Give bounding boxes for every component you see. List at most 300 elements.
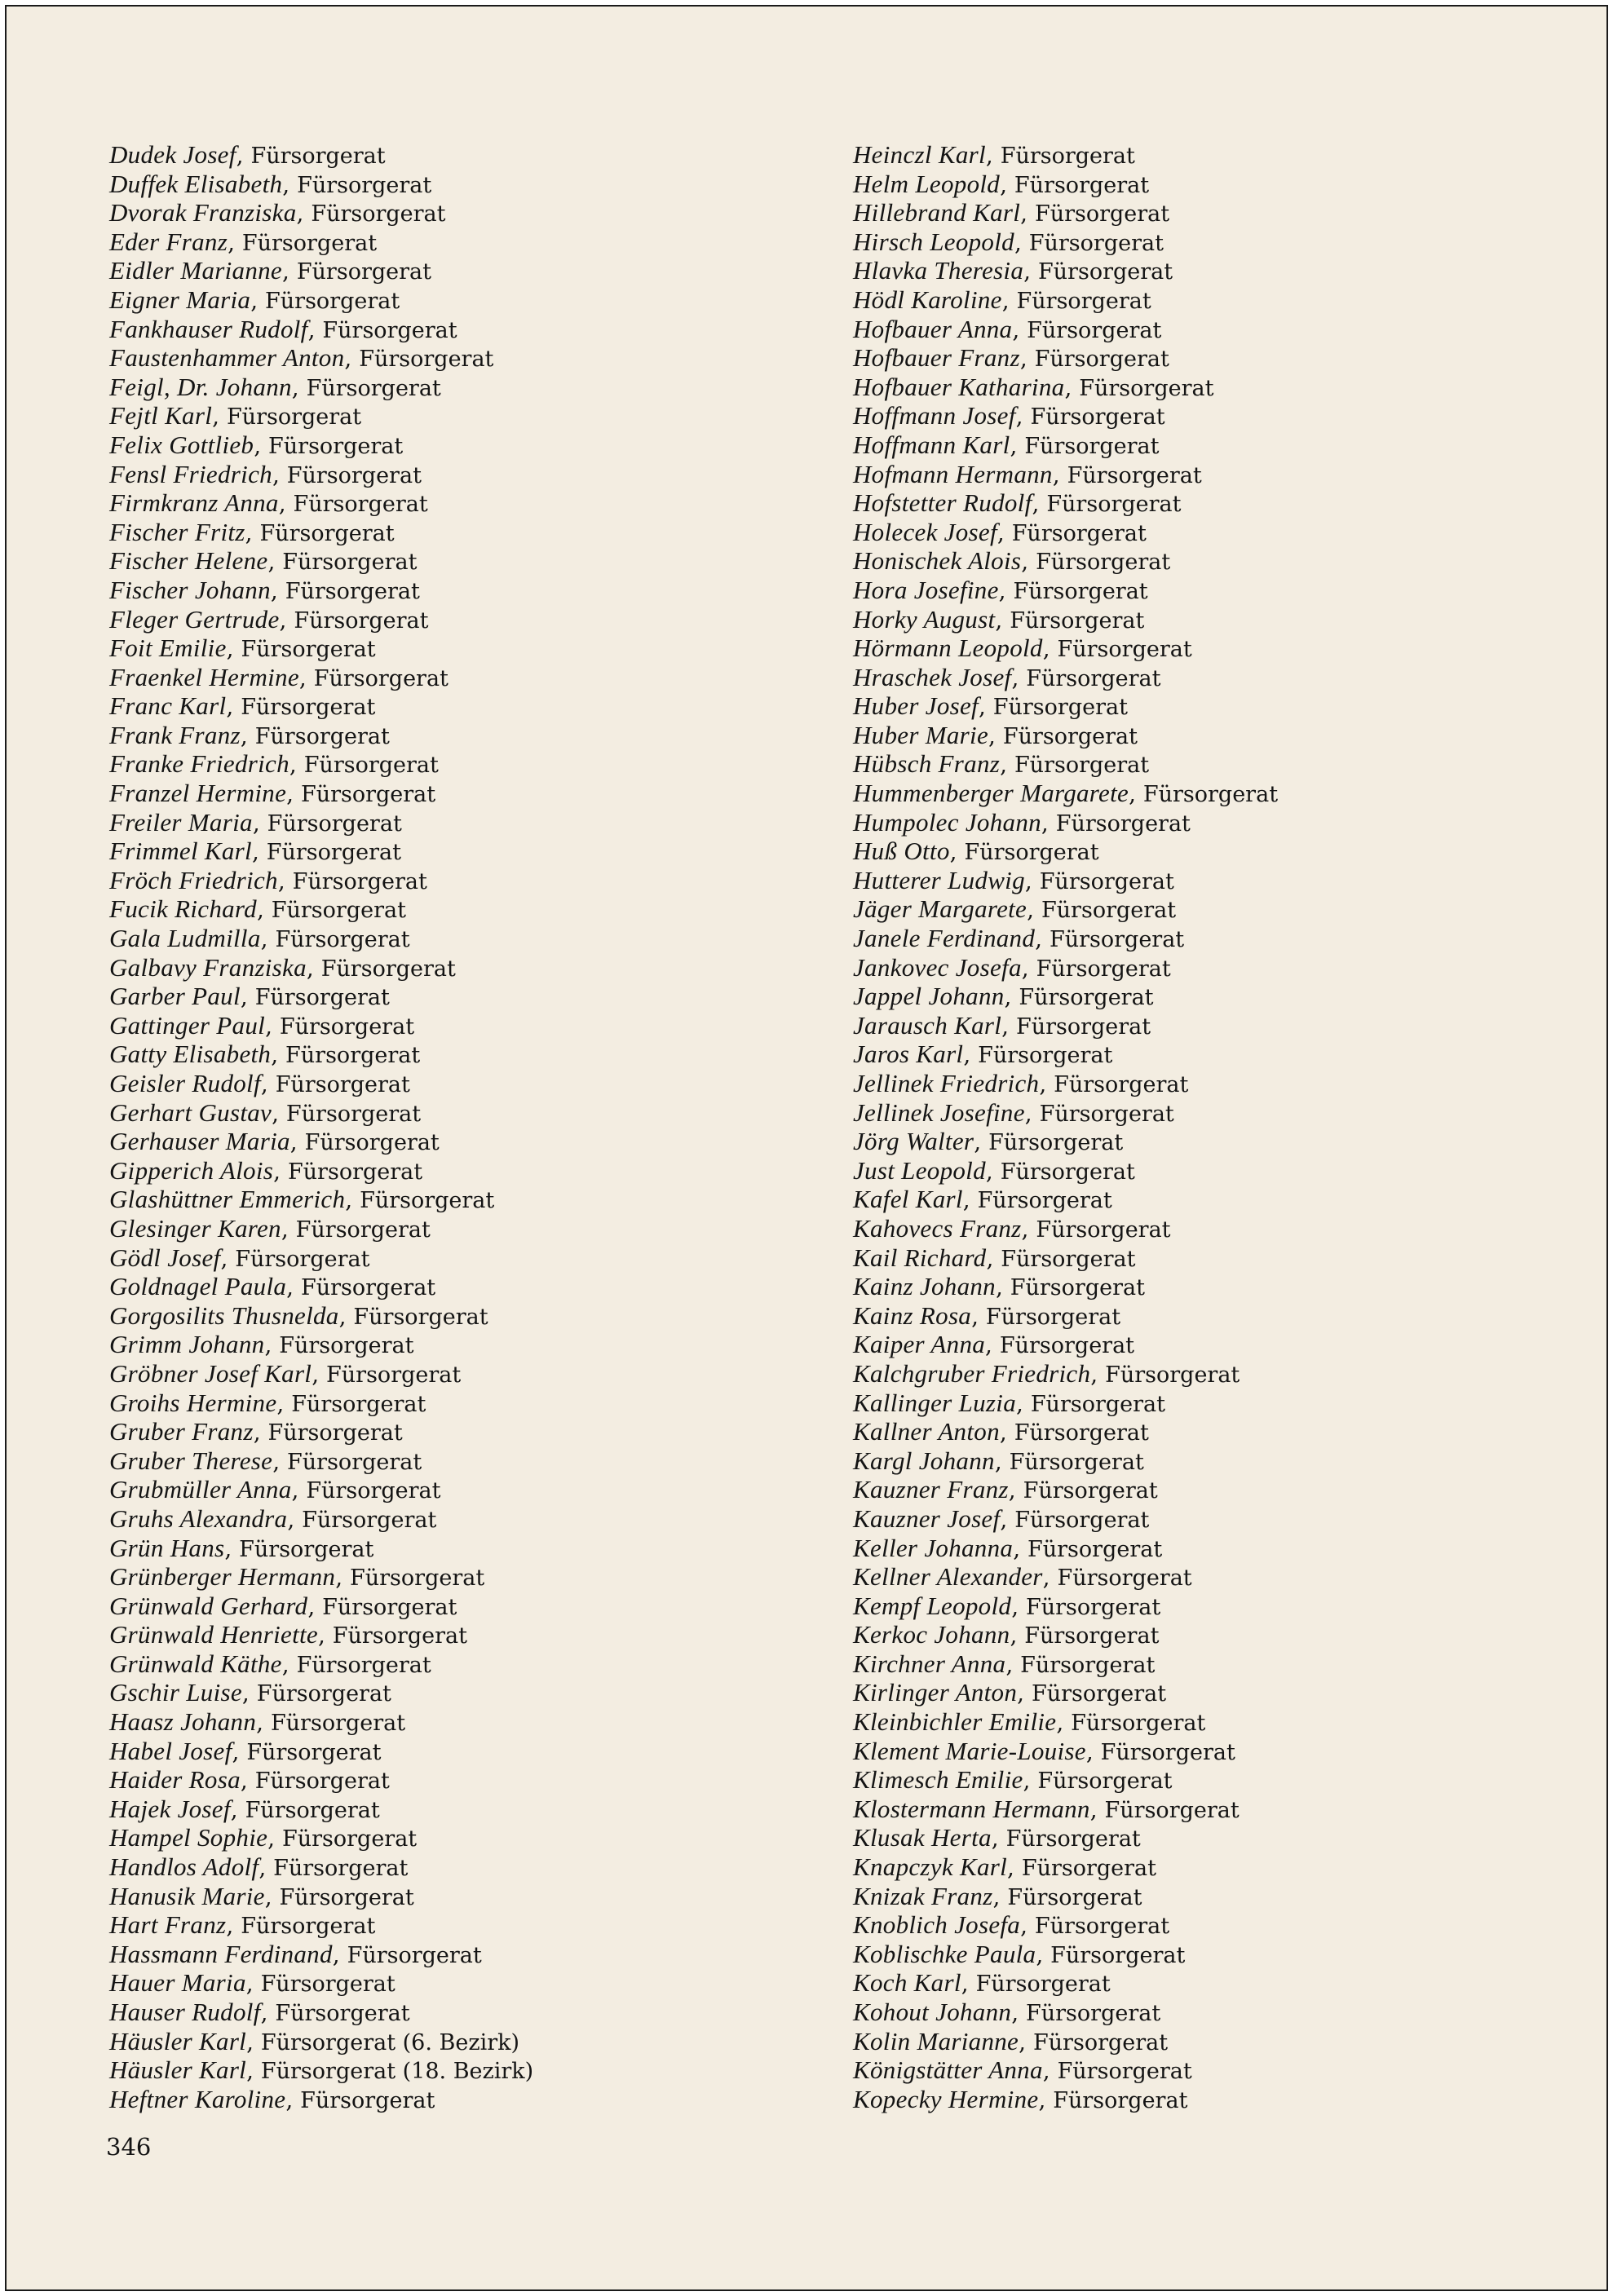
list-item xyxy=(109,1098,533,1128)
person-role: Fürsorgerat xyxy=(306,1478,441,1504)
person-role: Fürsorgerat xyxy=(279,1013,415,1040)
name-separator: , xyxy=(245,1970,261,1998)
person-name: Gerhauser Maria xyxy=(109,1127,290,1156)
name-separator: , xyxy=(264,1331,280,1359)
list-item xyxy=(109,1882,533,1911)
person-name: Kauzner Josef xyxy=(853,1503,1001,1533)
list-item xyxy=(853,1795,1278,1824)
person-name: Kempf Leopold xyxy=(853,1591,1012,1620)
list-item xyxy=(853,1707,1278,1737)
list-item xyxy=(853,1040,1278,1069)
person-name: Koch Karl xyxy=(853,1968,961,1998)
list-item xyxy=(109,1069,533,1098)
person-role: Fürsorgerat xyxy=(1024,1623,1160,1649)
person-role: Fürsorgerat xyxy=(1104,1797,1240,1823)
person-name: Kolin Marianne xyxy=(853,2026,1019,2055)
list-item xyxy=(853,982,1278,1011)
person-name: Grünwald Henriette xyxy=(109,1620,318,1649)
list-item xyxy=(109,1998,533,2027)
person-name: Hanusik Marie xyxy=(109,1881,265,1910)
list-item xyxy=(109,691,533,721)
person-name: Kaiper Anna xyxy=(853,1330,986,1359)
name-separator: , xyxy=(1129,780,1143,808)
person-role: Fürsorgerat xyxy=(999,1333,1135,1359)
name-separator: , xyxy=(287,1505,303,1533)
person-role: Fürsorgerat xyxy=(1057,637,1192,663)
name-separator: , xyxy=(281,1650,297,1678)
list-item xyxy=(109,1185,533,1214)
name-separator: , xyxy=(277,867,293,894)
person-name: Freiler Maria xyxy=(109,807,253,837)
name-separator: , xyxy=(1042,1564,1058,1592)
person-name: Gruhs Alexandra xyxy=(109,1503,288,1533)
list-item xyxy=(109,837,533,866)
person-role: Fürsorgerat xyxy=(1010,607,1145,634)
person-role: Fürsorgerat xyxy=(1014,172,1150,198)
list-item xyxy=(109,1127,533,1156)
person-role: Fürsorgerat xyxy=(287,1159,423,1185)
person-role: Fürsorgerat xyxy=(347,1942,482,1968)
name-separator: , xyxy=(270,576,285,604)
name-list-left-column xyxy=(109,140,533,2113)
name-separator: , xyxy=(1011,1999,1027,2026)
person-name: Kainz Rosa xyxy=(853,1300,972,1330)
person-role: Fürsorgerat xyxy=(1016,288,1151,314)
name-separator: , xyxy=(254,431,269,459)
person-role: Fürsorgerat xyxy=(291,1391,426,1417)
person-name: Dudek Josef xyxy=(109,140,236,169)
person-name: Hauer Maria xyxy=(109,1968,246,1998)
name-separator: , xyxy=(226,693,241,721)
list-item xyxy=(853,1011,1278,1040)
name-separator: , xyxy=(985,1157,1001,1185)
person-role: Fürsorgerat xyxy=(286,462,422,488)
name-separator: , xyxy=(1042,2057,1058,2085)
person-role: Fürsorgerat xyxy=(296,1652,431,1678)
person-role: Fürsorgerat xyxy=(300,1275,436,1301)
name-separator: , xyxy=(226,1912,241,1940)
person-role: Fürsorgerat xyxy=(326,1362,462,1388)
list-item xyxy=(109,227,533,257)
person-role: Fürsorgerat xyxy=(1013,578,1148,604)
name-separator: , xyxy=(971,1302,986,1330)
person-name: Gruber Therese xyxy=(109,1446,273,1475)
person-name: Eigner Maria xyxy=(109,285,251,314)
name-separator: , xyxy=(1021,548,1036,576)
list-item xyxy=(109,2055,533,2085)
person-name: Kalchgruber Friedrich xyxy=(853,1358,1091,1388)
person-role: Fürsorgerat xyxy=(260,1971,396,1998)
name-separator: , xyxy=(267,548,283,576)
person-role: Fürsorgerat xyxy=(1057,2059,1192,2085)
list-item xyxy=(853,227,1278,257)
person-name: Kerkoc Johann xyxy=(853,1620,1010,1649)
person-role: Fürsorgerat xyxy=(282,550,418,576)
person-name: Hödl Karoline xyxy=(853,285,1002,314)
list-item xyxy=(109,576,533,605)
list-item xyxy=(853,546,1278,576)
person-role: Fürsorgerat xyxy=(281,1826,418,1852)
person-role: Fürsorgerat xyxy=(303,753,439,779)
person-name: Kirlinger Anton xyxy=(853,1678,1018,1707)
person-role: Fürsorgerat xyxy=(245,1797,380,1823)
name-separator: , xyxy=(289,1128,305,1156)
name-separator: , xyxy=(232,1737,247,1765)
list-item xyxy=(109,488,533,518)
person-name: Kallinger Luzia xyxy=(853,1388,1017,1417)
name-separator: , xyxy=(1024,1099,1040,1127)
person-name: Duffek Elisabeth xyxy=(109,169,283,198)
name-separator: , xyxy=(226,635,241,663)
person-role: Fürsorgerat xyxy=(241,695,376,721)
person-role: Fürsorgerat xyxy=(295,1216,431,1243)
person-name: Grün Hans xyxy=(109,1533,225,1562)
list-item xyxy=(853,924,1278,953)
person-role: Fürsorgerat xyxy=(350,1565,485,1592)
list-item xyxy=(853,1592,1278,1621)
name-separator: , xyxy=(230,1795,245,1823)
person-role: Fürsorgerat xyxy=(1005,1826,1141,1852)
person-role: Fürsorgerat xyxy=(266,840,401,866)
list-item xyxy=(853,953,1278,982)
list-item xyxy=(109,1504,533,1534)
person-name: Jankovec Josefa xyxy=(853,952,1022,982)
list-item xyxy=(109,315,533,344)
person-role: Fürsorgerat xyxy=(302,1507,437,1533)
name-separator: , xyxy=(260,925,276,953)
list-item xyxy=(109,1534,533,1563)
name-separator: , xyxy=(265,1012,280,1040)
name-separator: , xyxy=(1038,2086,1054,2113)
name-separator: , xyxy=(1027,896,1041,924)
name-separator: , xyxy=(240,1767,255,1795)
person-role: Fürsorgerat xyxy=(322,1594,457,1620)
list-item xyxy=(853,1301,1278,1331)
person-name: Grünwald Käthe xyxy=(109,1649,282,1678)
person-role: Fürsorgerat (6. Bezirk) xyxy=(260,2029,520,2055)
person-role: Fürsorgerat xyxy=(300,2087,435,2113)
name-separator: , xyxy=(276,1389,292,1417)
list-item xyxy=(109,1765,533,1795)
person-name: Kargl Johann xyxy=(853,1446,995,1475)
name-separator: , xyxy=(1056,1709,1072,1737)
name-separator: , xyxy=(1041,809,1056,837)
person-role: Fürsorgerat xyxy=(1009,1449,1144,1475)
name-separator: , xyxy=(267,1825,282,1852)
person-name: Horky August xyxy=(853,604,996,634)
name-separator: , xyxy=(998,576,1014,604)
person-name: Foit Emilie xyxy=(109,634,227,663)
name-separator: , xyxy=(995,606,1010,634)
name-separator: , xyxy=(1042,635,1058,663)
person-name: Kail Richard xyxy=(853,1243,987,1272)
person-name: Honischek Alois xyxy=(853,546,1022,576)
name-separator: , xyxy=(1000,170,1014,198)
name-separator: , xyxy=(260,1071,276,1097)
name-separator: , xyxy=(241,1680,257,1707)
person-role: Fürsorgerat xyxy=(273,1856,409,1882)
person-role: Fürsorgerat xyxy=(296,259,431,285)
name-separator: , xyxy=(250,286,266,314)
name-separator: , xyxy=(1013,1534,1028,1562)
person-role: Fürsorgerat xyxy=(1032,2029,1169,2055)
name-separator: , xyxy=(264,1883,280,1910)
name-separator: , xyxy=(985,142,1001,169)
person-name: Groihs Hermine xyxy=(109,1388,277,1417)
name-separator: , xyxy=(240,722,255,749)
list-item xyxy=(853,1968,1278,1998)
name-separator: , xyxy=(1007,1854,1022,1882)
list-item xyxy=(853,1562,1278,1592)
list-item xyxy=(109,1040,533,1069)
list-item xyxy=(853,1998,1278,2027)
person-name: Gerhart Gustav xyxy=(109,1097,272,1127)
name-separator: , xyxy=(285,2086,301,2113)
name-separator: , xyxy=(246,2028,261,2055)
list-item xyxy=(853,1882,1278,1911)
person-name: Hofbauer Katharina xyxy=(853,372,1065,401)
list-item xyxy=(853,1389,1278,1418)
person-role: Fürsorgerat xyxy=(275,1072,410,1097)
person-name: Frank Franz xyxy=(109,720,241,749)
person-name: Kauzner Franz xyxy=(853,1475,1009,1504)
person-role: Fürsorgerat xyxy=(1105,1362,1240,1388)
list-item xyxy=(853,1185,1278,1214)
person-role: Fürsorgerat xyxy=(1001,1246,1136,1272)
person-role: Fürsorgerat xyxy=(992,695,1128,721)
name-separator: , xyxy=(1019,345,1035,373)
list-item xyxy=(853,315,1278,344)
person-name: Fröch Friedrich xyxy=(109,865,278,894)
person-name: Huber Josef xyxy=(853,691,979,721)
person-role: Fürsorgerat xyxy=(1034,1914,1170,1940)
name-separator: , xyxy=(963,1041,979,1069)
name-separator: , xyxy=(978,693,993,721)
person-name: Frimmel Karl xyxy=(109,837,252,866)
person-role: Fürsorgerat xyxy=(1030,404,1165,430)
name-separator: , xyxy=(220,1244,236,1272)
person-name: Hofbauer Anna xyxy=(853,314,1013,343)
person-role: Fürsorgerat xyxy=(1007,1884,1142,1910)
person-role: Fürsorgerat xyxy=(246,1739,382,1765)
person-name: Glesinger Karen xyxy=(109,1213,281,1243)
list-item xyxy=(109,1592,533,1621)
person-role: Fürsorgerat xyxy=(1021,1856,1157,1882)
person-role: Fürsorgerat xyxy=(1024,433,1160,459)
person-name: Gipperich Alois xyxy=(109,1155,274,1185)
list-item xyxy=(109,1910,533,1940)
person-role: Fürsorgerat xyxy=(1039,868,1174,894)
list-item xyxy=(109,1940,533,1969)
name-separator: , xyxy=(1023,258,1038,285)
person-role: Fürsorgerat xyxy=(275,927,410,953)
person-role: Fürsorgerat xyxy=(241,1914,376,1940)
list-item xyxy=(853,1069,1278,1098)
person-name: Hofmann Hermann xyxy=(853,459,1053,488)
list-item xyxy=(109,1359,533,1389)
list-item xyxy=(109,170,533,199)
person-name: Gala Ludmilla xyxy=(109,924,261,953)
person-name: Hajek Josef xyxy=(109,1794,231,1823)
name-separator: , xyxy=(962,1186,978,1214)
person-name: Hirsch Leopold xyxy=(853,227,1014,256)
list-item xyxy=(853,1330,1278,1359)
list-item xyxy=(853,1940,1278,1969)
person-role: Fürsorgerat xyxy=(271,898,406,924)
list-item xyxy=(853,2085,1278,2114)
name-separator: , xyxy=(281,1215,296,1243)
list-item xyxy=(109,1243,533,1273)
person-name: Fleger Gertrude xyxy=(109,604,280,634)
person-role: Fürsorgerat xyxy=(1026,665,1161,691)
name-separator: , xyxy=(1039,1071,1054,1097)
name-separator: , xyxy=(282,258,297,285)
list-item xyxy=(109,1011,533,1040)
person-name: Grubmüller Anna xyxy=(109,1475,292,1504)
list-item xyxy=(109,1737,533,1766)
name-separator: , xyxy=(272,461,287,488)
list-item xyxy=(109,1678,533,1707)
person-role: Fürsorgerat xyxy=(235,1246,370,1272)
name-separator: , xyxy=(1089,1795,1105,1823)
name-separator: , xyxy=(1032,490,1047,518)
person-role: Fürsorgerat xyxy=(241,230,378,256)
list-item xyxy=(853,1765,1278,1795)
person-name: Goldnagel Paula xyxy=(109,1272,287,1301)
name-separator: , xyxy=(1021,1215,1036,1243)
page-number: 346 xyxy=(106,2133,152,2161)
person-name: Königstätter Anna xyxy=(853,2055,1043,2085)
list-item xyxy=(853,1504,1278,1534)
person-role: Fürsorgerat xyxy=(270,1711,406,1737)
list-item xyxy=(109,2027,533,2056)
person-role: Fürsorgerat xyxy=(313,665,449,691)
person-name: Klostermann Hermann xyxy=(853,1794,1090,1823)
list-item xyxy=(109,1330,533,1359)
person-name: Dvorak Franziska xyxy=(109,198,297,227)
name-separator: , xyxy=(282,170,298,198)
person-name: Gorgosilits Thusnelda xyxy=(109,1300,339,1330)
name-separator: , xyxy=(1010,431,1025,459)
person-role: Fürsorgerat xyxy=(292,868,427,894)
name-separator: , xyxy=(335,1564,351,1592)
name-separator: , xyxy=(1019,2028,1033,2055)
list-item xyxy=(853,285,1278,315)
person-role: Fürsorgerat xyxy=(285,578,420,604)
person-role: Fürsorgerat xyxy=(293,492,428,518)
person-name: Fischer Helene xyxy=(109,546,268,576)
person-role: Fürsorgerat xyxy=(1050,1942,1186,1968)
person-name: Kirchner Anna xyxy=(853,1649,1006,1678)
name-separator: , xyxy=(286,1274,301,1301)
name-separator: , xyxy=(1010,1622,1025,1649)
list-item xyxy=(109,1301,533,1331)
person-role: Fürsorgerat xyxy=(254,723,390,749)
person-name: Faustenhammer Anton xyxy=(109,343,345,373)
name-separator: , xyxy=(1011,1592,1027,1620)
person-name: Humpolec Johann xyxy=(853,807,1041,837)
name-separator: , xyxy=(1004,983,1019,1011)
person-role: Fürsorgerat xyxy=(285,1043,421,1069)
person-role: Fürsorgerat xyxy=(1071,1711,1206,1737)
list-item xyxy=(853,663,1278,692)
person-role: Fürsorgerat xyxy=(1020,1652,1156,1678)
person-name: Hillebrand Karl xyxy=(853,198,1021,227)
person-name: Hörmann Leopold xyxy=(853,634,1043,663)
person-role: Fürsorgerat xyxy=(332,1623,467,1649)
name-separator: , xyxy=(1011,664,1027,691)
list-item xyxy=(853,1243,1278,1273)
person-name: Gschir Luise xyxy=(109,1678,242,1707)
person-role: Fürsorgerat xyxy=(985,1304,1121,1330)
list-item xyxy=(853,1678,1278,1707)
list-item xyxy=(853,343,1278,373)
name-separator: , xyxy=(260,1999,276,2026)
person-name: Fischer Johann xyxy=(109,575,271,604)
name-separator: , xyxy=(997,519,1012,546)
list-item xyxy=(109,894,533,924)
person-name: Grünwald Gerhard xyxy=(109,1591,308,1620)
name-separator: , xyxy=(256,1709,271,1737)
list-item xyxy=(109,198,533,227)
person-name: Fucik Richard xyxy=(109,894,257,924)
list-item xyxy=(109,1389,533,1418)
person-role: Fürsorgerat xyxy=(1000,1159,1135,1185)
person-name: Hofstetter Rudolf xyxy=(853,488,1032,518)
list-item xyxy=(853,518,1278,547)
person-role: Fürsorgerat xyxy=(256,1681,391,1707)
name-separator: , xyxy=(228,228,242,256)
person-name: Geisler Rudolf xyxy=(109,1069,261,1097)
list-item xyxy=(853,576,1278,605)
person-role: Fürsorgerat xyxy=(267,810,402,837)
person-role: Fürsorgerat xyxy=(1034,201,1170,227)
person-name: Hummenberger Margarete xyxy=(853,779,1129,808)
person-name: Heftner Karoline xyxy=(109,2084,286,2113)
name-separator: , xyxy=(345,1186,360,1214)
person-name: Kellner Alexander xyxy=(853,1562,1043,1592)
list-item xyxy=(109,1620,533,1649)
name-separator: , xyxy=(278,490,294,518)
person-role: Fürsorgerat xyxy=(1014,753,1150,779)
name-separator: , xyxy=(1005,1650,1021,1678)
person-name: Haider Rosa xyxy=(109,1765,241,1795)
person-role: Fürsorgerat (18. Bezirk) xyxy=(260,2059,534,2085)
person-name: Kafel Karl xyxy=(853,1185,963,1214)
name-separator: , xyxy=(272,1099,286,1127)
person-name: Hofbauer Franz xyxy=(853,343,1020,373)
name-separator: , xyxy=(332,1941,347,1968)
name-separator: , xyxy=(271,1041,286,1069)
list-item xyxy=(853,749,1278,779)
list-item xyxy=(853,721,1278,750)
person-role: Fürsorgerat xyxy=(1019,985,1154,1011)
person-name: Garber Paul xyxy=(109,982,241,1011)
name-separator: , xyxy=(289,751,304,779)
list-item xyxy=(109,634,533,663)
person-name: Franzel Hermine xyxy=(109,779,287,808)
name-separator: , xyxy=(974,1128,989,1156)
list-item xyxy=(109,1795,533,1824)
person-role: Fürsorgerat xyxy=(1023,1478,1158,1504)
name-separator: , xyxy=(986,1244,1001,1272)
list-item xyxy=(109,808,533,837)
name-separator: , xyxy=(985,1331,1000,1359)
person-role: Fürsorgerat xyxy=(1014,1420,1149,1446)
person-role: Fürsorgerat xyxy=(1014,1507,1150,1533)
name-separator: , xyxy=(1000,751,1014,779)
list-item xyxy=(109,1272,533,1301)
